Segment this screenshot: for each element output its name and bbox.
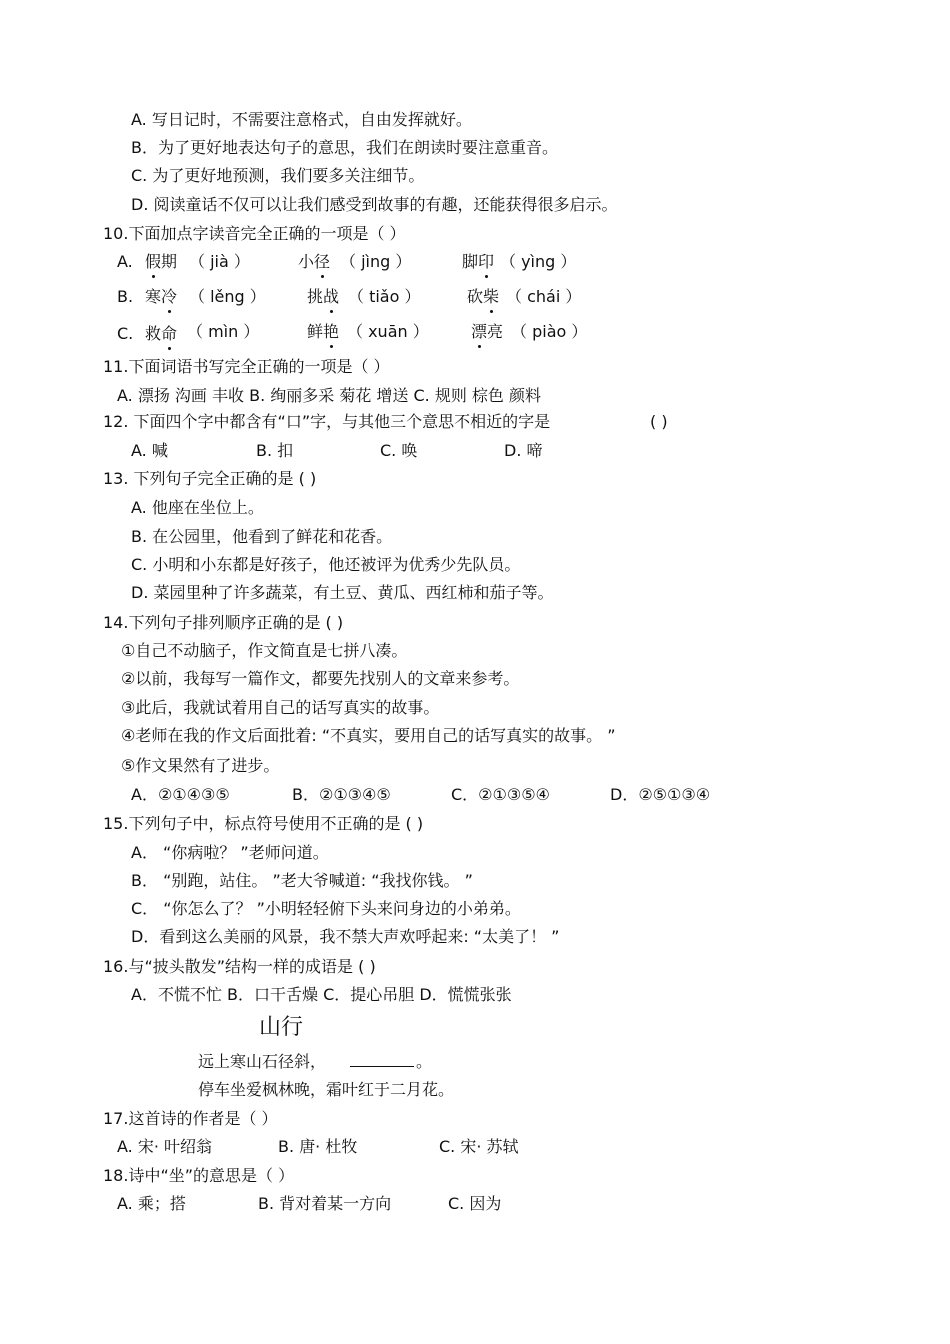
q14-option-c: C．②①③⑤④ [451, 785, 550, 804]
q10-c-pinyin3: （ piào ） [511, 322, 588, 341]
poem-title: 山行 [259, 1015, 304, 1040]
q12-stem: 12. 下面四个字中都含有“口”字，与其他三个意思不相近的字是 [103, 412, 551, 431]
poem-line-1: 远上寒山石径斜， 。 [198, 1052, 433, 1071]
q17-option-c: C. 宋· 苏轼 [439, 1137, 519, 1156]
q9-option-c: C. 为了更好地预测，我们要多关注细节。 [131, 166, 425, 185]
q17-option-a: A. 宋· 叶绍翁 [117, 1137, 213, 1156]
q15-option-d: D．看到这么美丽的风景，我不禁大声欢呼起来: “太美了！ ” [131, 927, 560, 946]
q15-stem: 15.下列句子中，标点符号使用不正确的是 ( ) [103, 814, 424, 833]
poem-line-2: 停车坐爱枫林晚，霜叶红于二月花。 [198, 1080, 455, 1099]
q14-sentence-4: ④老师在我的作文后面批着: “不真实，要用自己的话写真实的故事。 ” [121, 726, 616, 745]
q13-option-a: A. 他座在坐位上。 [131, 498, 264, 517]
q12-option-c: C. 唤 [380, 441, 418, 460]
q14-stem: 14.下列句子排列顺序正确的是 ( ) [103, 613, 344, 632]
q14-sentence-3: ③此后，我就试着用自己的话写真实的故事。 [121, 698, 440, 717]
q12-option-b: B. 扣 [256, 441, 294, 460]
q17-option-b: B. 唐· 杜牧 [278, 1137, 358, 1156]
q16-stem: 16.与“披头散发”结构一样的成语是 ( ) [103, 957, 376, 976]
q10-b-pinyin2: （ tiǎo ） [348, 287, 421, 306]
q10-a-pinyin1: （ jià ） [189, 252, 250, 271]
q17-stem: 17.这首诗的作者是（ ） [103, 1109, 278, 1128]
dotted-char: 径 [314, 252, 331, 271]
q14-sentence-5: ⑤作文果然有了进步。 [121, 756, 280, 775]
q13-option-d: D. 菜园里种了许多蔬菜，有土豆、黄瓜、西红柿和茄子等。 [131, 583, 554, 602]
q15-option-b: B． “别跑，站住。 ”老大爷喊道: “我找你钱。 ” [131, 871, 473, 890]
q10-b-pinyin1: （ lěng ） [189, 287, 266, 306]
q10-a-word3: 脚印 [462, 252, 495, 271]
q14-option-b: B．②①③④⑤ [292, 785, 391, 804]
q11-options: A. 漂扬 沟画 丰收 B. 绚丽多采 菊花 增送 C. 规则 棕色 颜料 [117, 386, 542, 405]
q14-option-a: A．②①④③⑤ [131, 785, 230, 804]
q15-option-a: A． “你病啦？ ”老师问道。 [131, 843, 329, 862]
q13-option-b: B. 在公园里，他看到了鲜花和花香。 [131, 527, 393, 546]
q10-a-pinyin2: （ jìng ） [340, 252, 412, 271]
q10-c-pinyin2: （ xuān ） [347, 322, 429, 341]
q18-option-b: B. 背对着某一方向 [258, 1194, 392, 1213]
dotted-char: 战 [323, 287, 340, 306]
q9-option-d: D. 阅读童话不仅可以让我们感受到故事的有趣，还能获得很多启示。 [131, 195, 618, 214]
dotted-char: 假 [145, 252, 162, 271]
dotted-char: 艳 [323, 322, 340, 341]
q9-option-a: A. 写日记时，不需要注意格式，自由发挥就好。 [131, 110, 472, 129]
q10-stem: 10.下面加点字读音完全正确的一项是（ ） [103, 224, 406, 243]
q10-b-word3: 砍柴 [467, 287, 500, 306]
fill-blank[interactable] [350, 1052, 414, 1067]
q13-stem: 13. 下列句子完全正确的是 ( ) [103, 469, 317, 488]
q10-c-label: C. [117, 324, 134, 343]
q12-answer-paren: ( ) [650, 412, 668, 431]
q10-c-pinyin1: （ mìn ） [187, 322, 260, 341]
q10-b-word2: 挑战 [307, 287, 340, 306]
dotted-char: 漂 [471, 322, 488, 341]
q9-option-b: B．为了更好地表达句子的意思，我们在朗读时要注意重音。 [131, 138, 558, 157]
q10-b-pinyin3: （ chái ） [506, 287, 582, 306]
q10-c-word2: 鲜艳 [307, 322, 340, 341]
dotted-char: 印 [478, 252, 495, 271]
q10-b-word1: 寒冷 [145, 287, 178, 306]
q10-c-word3: 漂亮 [471, 322, 504, 341]
q14-sentence-2: ②以前，我每写一篇作文，都要先找别人的文章来参考。 [121, 669, 520, 688]
q10-c-word1: 救命 [145, 324, 178, 343]
q10-a-word2: 小径 [298, 252, 331, 271]
q18-option-a: A. 乘；搭 [117, 1194, 186, 1213]
q10-a-word1: 假期 [145, 252, 178, 271]
q14-option-d: D．②⑤①③④ [610, 785, 711, 804]
q13-option-c: C. 小明和小东都是好孩子，他还被评为优秀少先队员。 [131, 555, 521, 574]
q10-b-label: B. [117, 287, 134, 306]
q10-row-a [117, 251, 133, 273]
dotted-char: 冷 [161, 287, 178, 306]
q18-option-c: C. 因为 [448, 1194, 502, 1213]
q12-option-d: D. 啼 [504, 441, 543, 460]
q10-a-label: A. [117, 252, 133, 271]
q18-stem: 18.诗中“坐”的意思是（ ） [103, 1166, 295, 1185]
q10-a-pinyin3: （ yìng ） [500, 252, 577, 271]
q15-option-c: C． “你怎么了？ ”小明轻轻俯下头来问身边的小弟弟。 [131, 899, 521, 918]
q11-stem: 11.下面词语书写完全正确的一项是（ ） [103, 357, 390, 376]
q16-options: A．不慌不忙 B．口干舌燥 C．提心吊胆 D．慌慌张张 [131, 985, 512, 1004]
q12-option-a: A. 喊 [131, 441, 168, 460]
dotted-char: 命 [161, 324, 178, 343]
q14-sentence-1: ①自己不动脑子，作文简直是七拼八凑。 [121, 641, 408, 660]
dotted-char: 柴 [483, 287, 500, 306]
